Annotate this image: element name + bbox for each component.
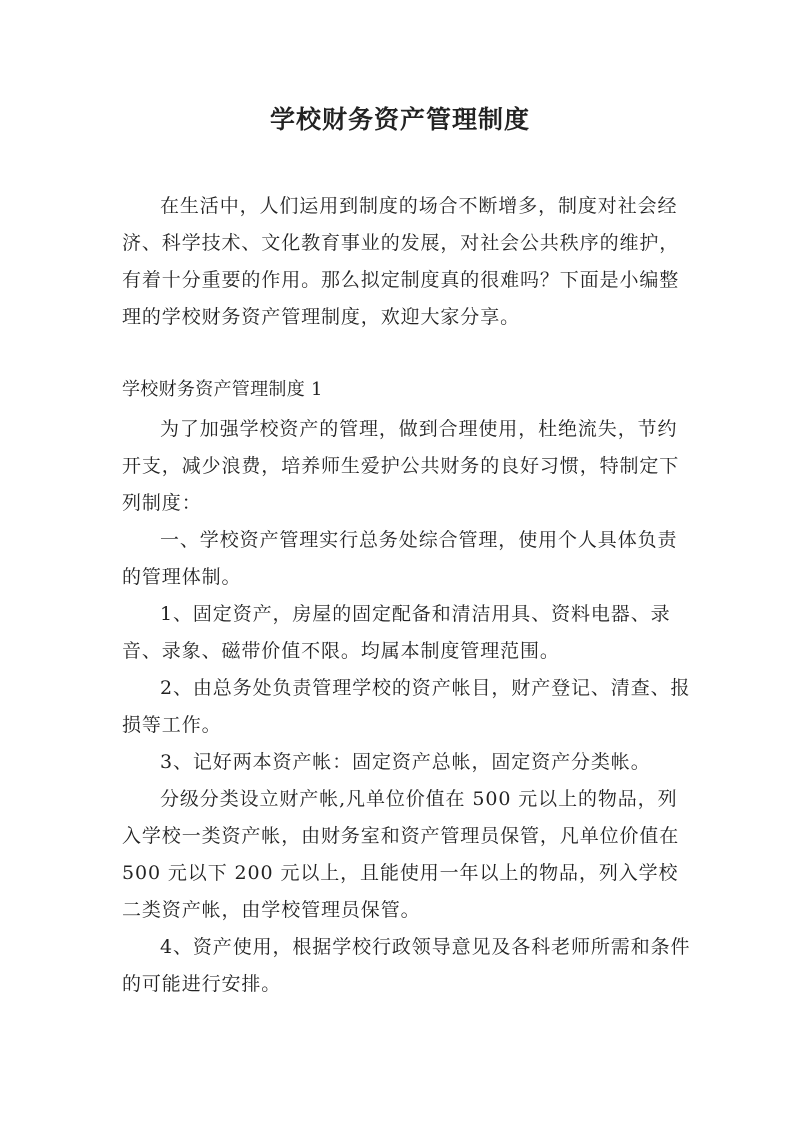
paragraph-asset-use: 4、资产使用，根据学校行政领导意见及各科老师所需和条件的可能进行安排。 [122,936,691,995]
paragraph-accounts: 2、由总务处负责管理学校的资产帐目，财产登记、清查、报损等工作。 [122,677,691,736]
paragraph-fixed-assets: 1、固定资产，房屋的固定配备和清洁用具、资料电器、录音、录象、磁带价值不限。均属本制度管理范围。 [122,603,671,662]
section-body [122,411,692,1003]
paragraph-purpose: 为了加强学校资产的管理，做到合理使用，杜绝流失，节约开支，减少浪费，培养师生爱护公共财务的良好习惯，特制定下列制度： [122,418,680,514]
paragraph-two-ledgers: 3、记好两本资产帐：固定资产总帐，固定资产分类帐。 [160,751,651,773]
intro-paragraph: 在生活中，人们运用到制度的场合不断增多，制度对社会经济、科学技术、文化教育事业的发展，对社会公共秩序的维护，有着十分重要的作用。那么拟定制度真的很难吗？下面是小编整理的学校财务资产管理制度，欢迎大家分享。 [122,195,680,328]
section-heading: 学校财务资产管理制度 1 [122,379,323,400]
paragraph-classification: 分级分类设立财产帐,凡单位价值在 500 元以上的物品，列入学校一类资产帐，由财务室和资产管理员保管，凡单位价值在 500 元以下 200 元以上，且能使用一年以上的物品，列入学校二类资产帐，由学校管理员保管。 [122,788,680,921]
paragraph-item-1: 一、学校资产管理实行总务处综合管理，使用个人具体负责的管理体制。 [122,529,678,588]
document-title: 学校财务资产管理制度 [269,105,530,134]
